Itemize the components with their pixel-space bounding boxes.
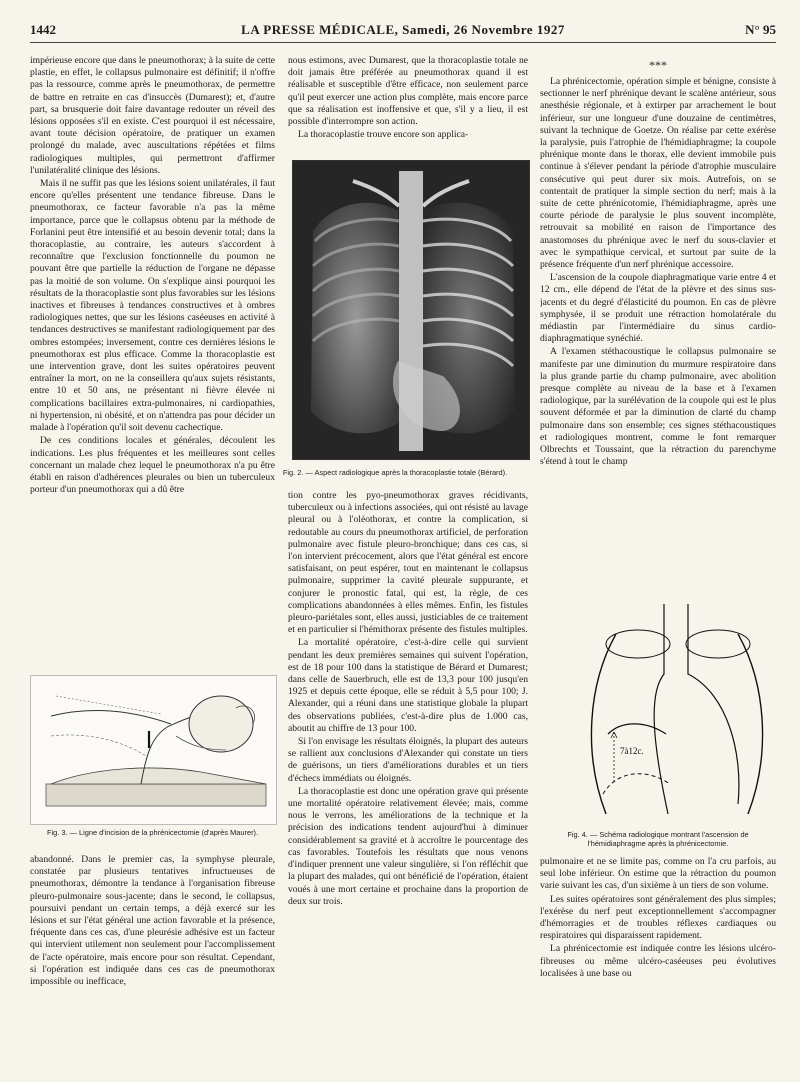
paragraph: L'ascension de la coupole diaphragmatique varie entre 4 et 12 cm., elle dépend de l'état de la plèvre et des sinus sus-jacents et du degré d'élasticité du poumon. En cas de plèvre symphysée, il se produit une rétraction homolatérale du médiastin par l'intermédiaire du sinus cardio-diaphragmatique synéchié. <box>540 272 776 345</box>
fig4-measure-label: 7à12c. <box>620 746 644 756</box>
paragraph: Les suites opératoires sont généralement des plus simples; l'exérèse du nerf peut exceptionnellement s'accompagner d'hémorragies et de troubles réflexes cardiaques ou respiratoires qui disparaissent rapidement. <box>540 893 776 942</box>
page-header <box>30 20 776 43</box>
paragraph: pulmonaire et ne se limite pas, comme on l'a cru parfois, au seul lobe inférieur. On estime que la rétraction du poumon varie suivant les cas, d'un sixième à un tiers de son volume. <box>540 856 776 892</box>
issue-number: N° 95 <box>745 22 776 37</box>
figure-2-xray <box>292 160 530 460</box>
figure-4-caption: Fig. 4. — Schéma radiologique montrant l'ascension de l'hémidiaphragme après la phrénicectomie. <box>567 830 749 848</box>
page-number: 1442 <box>30 22 56 37</box>
paragraph: Mais il ne suffit pas que les lésions soient unilatérales, il faut encore qu'elles présentent une tendance fibreuse. Dans le pneumothorax, ce facteur favorable n'a pas la même importance, parce que le collapsus obtenu par la méthode de Forlanini peut être intensifié et au besoin devenir total; dans la thoracoplastie, au contraire, les auteurs s'accordent à reconnaître que l'exclusion fonctionnelle du poumon ne pouvant être que partielle la réduction de l'organe ne dépasse pas la moitié de son volume. On s'explique ainsi pourquoi les résultats de la thoracoplastie sont plus favorables sur les lésions inactives et fibreuses à tendances constructives et à ombres radiologiques nettes, que sur les lésions caséeuses en activité à tendances destructives se manifestant radiologiquement par des ombres estompées; inversement, contre ces dernières lésions le pneumothorax est plus efficace. Comme la thoracoplastie est une intervention grave, dont les suites opératoires peuvent entraîner la mort, on ne la conseillera qu'aux sujets résistants, entre 10 et 50 ans, ne présentant ni fièvre élevée ni complications bacillaires extra-pulmonaires, ni cardiopathies, ni hypertension, ni obésité, et on n'attendra pas pour décider un malade à l'opération qu'il soit devenu cachectique. <box>30 178 275 434</box>
column-1-text <box>30 55 275 665</box>
column-1-bottom-text <box>30 854 275 1040</box>
paragraph: La phrénicectomie est indiquée contre les lésions ulcéro-fibreuses ou même ulcéro-caséeuses peu évolutives localisées à une base ou <box>540 943 776 979</box>
column-2-bottom-text <box>288 490 528 1040</box>
paragraph: A l'examen stéthacoustique le collapsus pulmonaire se manifeste par une diminution du murmure respiratoire dans la plus grande partie du champ pulmonaire, avec abolition presque complète au niveau de la base et à l'examen radiologique, par la surélévation de la coupole qui est le plus souvent déformée et par la diminution de clarté du champ pulmonaire dans son ensemble; ces signes stéthacoustiques et radiologiques montrent, comme le font remarquer Olbrechts et Toussaint, que la rétraction du parenchyme s'étend à tout le champ <box>540 346 776 468</box>
figure-4-schema <box>578 604 776 820</box>
column-3-bottom-text <box>540 856 776 1040</box>
column-2-top-text <box>288 55 528 151</box>
journal-title: LA PRESSE MÉDICALE, Samedi, 26 Novembre 1927 <box>241 22 565 37</box>
paragraph: De ces conditions locales et générales, découlent les indications. Les plus fréquentes et les meilleures sont celles concernant un malade chez lequel le pneumothorax n'a pu être établi en raison d'adhérences pleurales ou bien un tuberculeux porteur d'un pneumothorax qui a dû être <box>30 435 275 496</box>
paragraph: La mortalité opératoire, c'est-à-dire celle qui survient pendant les deux premières semaines qui suivent l'opération, est de 18 pour 100 dans la statistique de Bérard et Dumarest; dans celle de Sauerbruch, elle est de 13,3 pour 100 jusqu'en 1925 et depuis cette époque, elle se réduit à 5,5 pour 100; J. Alexander, qui a réuni dans une statistique globale la plupart des observations publiées, c'est-à-dire plus de 1.000 cas, aboutit au chiffre de 13 pour 100. <box>288 637 528 734</box>
paragraph: nous estimons, avec Dumarest, que la thoracoplastie totale ne doit jamais être préférée au pneumothorax quand il est réalisable et susceptible d'être efficace, non seulement parce qu'il peut exercer une action plus complète, mais encore parce que sa réalisation est inoffensive et que, s'il y a lieu, il est possible d'interrompre son action. <box>288 55 528 128</box>
paragraph: impérieuse encore que dans le pneumothorax; à la suite de cette plastie, en effet, le collapsus pulmonaire est définitif; il n'offre pas la ressource, comme après le pneumothorax, de permettre de battre en retraite en cas d'insuccès (Dumarest); et, d'autre part, sa brusquerie doit faire davantage redouter un réveil des lésions opposées s'il en existe. C'est pourquoi il est nécessaire, avant toute décision opératoire, de pratiquer un examen prolongé du malade, avec auscultations répétées et films radiologiques multiples, qui permettront d'affirmer l'unilatéralité clinique des lésions. <box>30 55 275 176</box>
paragraph: abandonné. Dans le premier cas, la symphyse pleurale, constatée par plusieurs tentatives infructueuses de pneumothorax, démontre la tendance à l'organisation fibreuse pleuro-pulmonaire sous-jacente; dans le second, le collapsus, poursuivi pendant un certain temps, a déjà exercé sur les lésions et sur l'état général une action favorable et la présence, fréquente dans ces cas, d'une pleurésie adhésive est un facteur qui intervient utilement non seulement pour l'accomplissement de l'acte opératoire, mais encore pour son résultat. Cependant, si l'opération est indiquée dans ces cas de pneumothorax impossible ou inefficace, <box>30 854 275 988</box>
column-3-text <box>540 76 776 586</box>
paragraph: La thoracoplastie est donc une opération grave qui présente une mortalité opératoire relativement élevée; mais, comme nous le verrons, les améliorations de la technique et la précision des indications tendent aujourd'hui à diminuer considérablement sa gravité et à accroître le pourcentage des cas favorables. Toutefois les résultats que nous venons d'indiquer prennent une valeur singulière, si l'on réfléchit que la plupart des malades, qui ont bénéficié de l'opération, étaient voués à une mort certaine et prochaine dans la proportion de deux sur trois. <box>288 785 528 907</box>
paragraph: La thoracoplastie trouve encore son applica- <box>298 129 469 141</box>
paragraph: tion contre les pyo-pneumothorax graves récidivants, tuberculeux ou à infections associées, qui ont résisté au lavage pleural ou à l'oléothorax, et contre la complication, si redoutable au cours du pneumothorax artificiel, de perforation pulmonaire avec fistule pleuro-bronchique; dans ces cas, si l'on intervient précocement, alors que l'état général est encore satisfaisant, on peut espérer, tout en maintenant le collapsus pulmonaire, supprimer la cavité pleurale suppurante, et conjurer le pronostic fatal, qui est, la règle, de ces complications abandonnées à elles mêmes. Enfin, les fistules pleuro-pariétales sont, elles aussi, justiciables de ce traitement et en particulier si l'hémithorax présente des fistules multiples. <box>288 490 528 636</box>
figure-3-caption: Fig. 3. — Ligne d'incision de la phrénicectomie (d'après Maurer). <box>46 828 259 837</box>
figure-3-illustration <box>30 675 277 825</box>
paragraph: La phrénicectomie, opération simple et bénigne, consiste à sectionner le nerf phrénique devant le scalène antérieur, sous anesthésie régionale, et à extirper par arrachement le bout inférieur, sur une longueur d'une douzaine de centimètres, suivant la technique de Goetze. On réalise par cette exérèse la paralysie, puis l'atrophie de l'hémidiaphragme; la coupole phrénique monte dans le thorax, elle devient immobile puis continue à s'élever pendant la période d'atrophie musculaire consécutive qui peut durer six mois. Autrefois, on se contentait de pratiquer la simple section du nerf; mais à la suite de cette phrénicotomie, l'hémidiaphragme, après une courte période de paralysie le plus souvent incomplète, retrouvait sa mobilité en raison de l'importance des anastomoses du phrénique avec le nerf du sous-clavier et avec le sympathique cervical, et surtout par suite de la présence fréquente d'un nerf phrénique accessoire. <box>540 76 776 271</box>
figure-2-caption: Fig. 2. — Aspect radiologique après la thoracoplastie totale (Bérard). <box>282 468 508 477</box>
paragraph: Si l'on envisage les résultats éloignés, la plupart des auteurs se rallient aux conclusions d'Alexander qui constate un tiers de guérisons, un tiers d'améliorations durables et un tiers d'échecs immédiats ou éloignés. <box>288 736 528 784</box>
section-separator: *** <box>649 58 667 72</box>
